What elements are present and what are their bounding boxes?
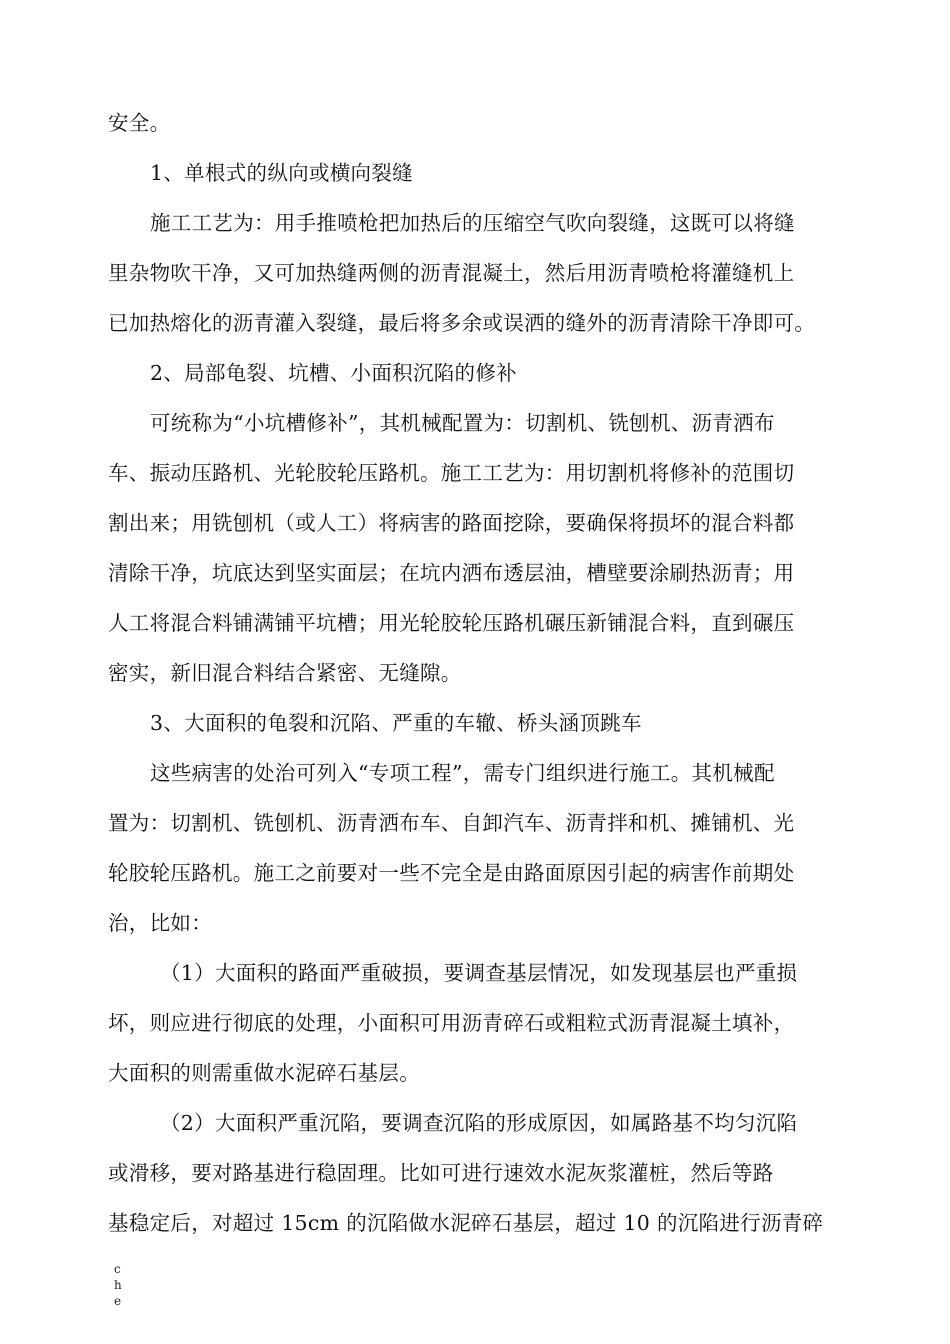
paragraph-line: 或滑移，要对路基进行稳固理。比如可进行速效水泥灰浆灌桩，然后等路 [108,1161,774,1185]
paragraph-line: 基稳定后，对超过 15cm 的沉陷做水泥碎石基层，超过 10 的沉陷进行沥青碎 [108,1211,824,1235]
paragraph-line: 割出来；用铣刨机（或人工）将病害的路面挖除，要确保将损坏的混合料都 [108,511,795,535]
section-heading-3: 3、大面积的龟裂和沉陷、严重的车辙、桥头涵顶跳车 [150,711,642,735]
footer-char: e [114,1294,122,1308]
paragraph-line: 车、振动压路机、光轮胶轮压路机。施工工艺为：用切割机将修补的范围切 [108,461,795,485]
footer-char: h [114,1278,122,1292]
paragraph-line: 清除干净，坑底达到坚实面层；在坑内洒布透层油，槽壁要涂刷热沥青；用 [108,561,795,585]
section-heading-1: 1、单根式的纵向或横向裂缝 [150,161,413,185]
paragraph-line: 密实，新旧混合料结合紧密、无缝隙。 [108,661,462,685]
paragraph-line: 施工工艺为：用手推喷枪把加热后的压缩空气吹向裂缝，这既可以将缝 [150,211,795,235]
paragraph-line: 可统称为“小坑槽修补”，其机械配置为：切割机、铣刨机、沥青洒布 [150,411,775,435]
section-heading-2: 2、局部龟裂、坑槽、小面积沉陷的修补 [150,361,517,385]
paragraph-line: 轮胶轮压路机。施工之前要对一些不完全是由路面原因引起的病害作前期处 [108,861,795,885]
paragraph-line: 人工将混合料铺满铺平坑槽；用光轮胶轮压路机碾压新铺混合料，直到碾压 [108,611,795,635]
paragraph-line: 已加热熔化的沥青灌入裂缝，最后将多余或误洒的缝外的沥青清除干净即可。 [108,311,816,335]
paragraph-line: 安全。 [108,111,171,135]
paragraph-line: 治，比如： [108,911,212,935]
paragraph-line: 置为：切割机、铣刨机、沥青洒布车、自卸汽车、沥青拌和机、摊铺机、光 [108,811,795,835]
list-item-1: （1）大面积的路面严重破损，要调查基层情况，如发现基层也严重损 [160,961,798,985]
paragraph-line: 大面积的则需重做水泥碎石基层。 [108,1061,420,1085]
paragraph-line: 这些病害的处治可列入“专项工程”，需专门组织进行施工。其机械配 [150,761,775,785]
paragraph-line: 坏，则应进行彻底的处理，小面积可用沥青碎石或粗粒式沥青混凝土填补， [108,1011,795,1035]
list-item-2: （2）大面积严重沉陷，要调查沉陷的形成原因，如属路基不均匀沉陷 [160,1111,798,1135]
footer-char: c [114,1262,121,1276]
paragraph-line: 里杂物吹干净，又可加热缝两侧的沥青混凝土，然后用沥青喷枪将灌缝机上 [108,261,795,285]
